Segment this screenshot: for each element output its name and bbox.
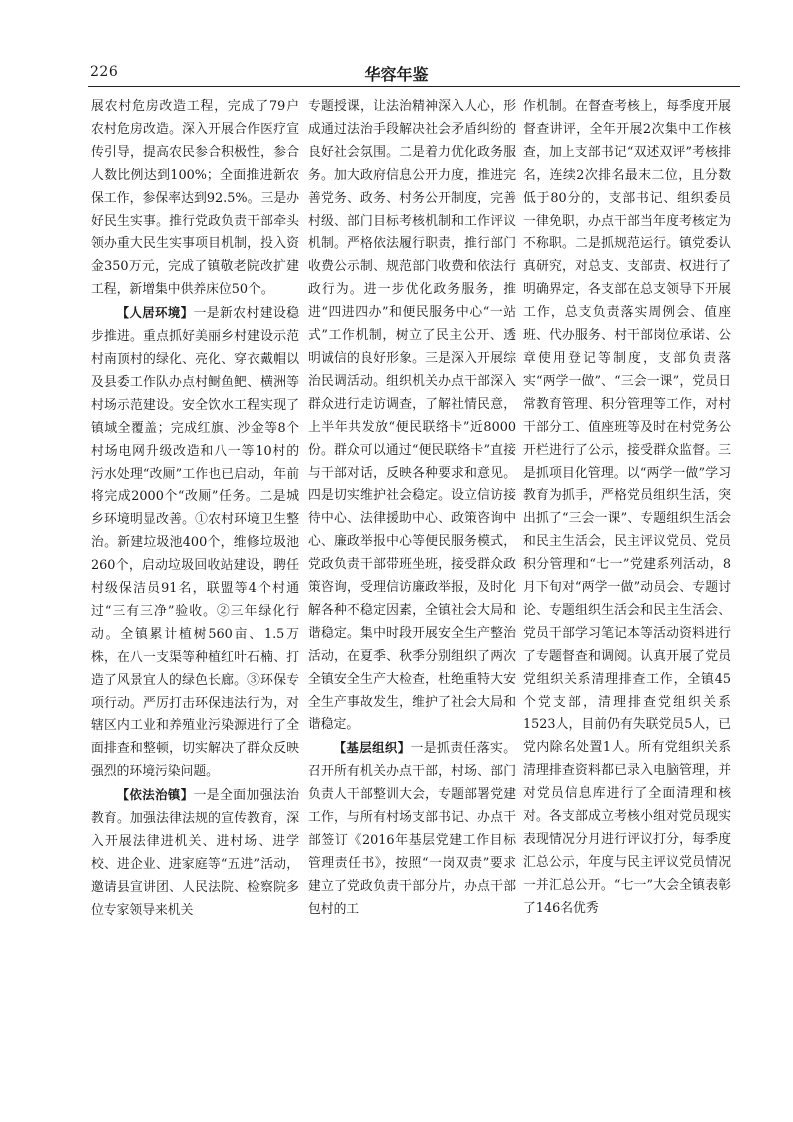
header-divider: [88, 86, 740, 87]
paragraph: [308, 96, 516, 737]
paragraph: [91, 784, 299, 922]
text-column-1: [91, 96, 299, 923]
page-header: [0, 0, 793, 90]
section-heading-living-environment: 【人居环境】: [116, 305, 194, 321]
section-heading-rule-of-law: 【依法治镇】: [116, 787, 194, 803]
article-body: [0, 96, 793, 1106]
paragraph-text: 一是新农村建设稳步推进。重点抓好美丽乡村建设示范村南顶村的绿化、亮化、穿衣戴帽以及县委工作队办点村鲥鱼鲃、横洲等村场示范建设。安全饮水工程实现了镇域全覆盖；完成红旗、沙金等8个村场电网升级改造和八一等10村的污水处理“改厕”工作也已启动，年前将完成2000个“改厕”任务。二是城乡环境明显改善。①农村环境卫生整治。新建垃圾池400个，维修垃圾池260个，启动垃圾回收站建设，聘任村级保洁员91名，联盟等4个村通过“三有三净”验收。②三年绿化行动。全镇累计植树560亩、1.5万株，在八一支渠等种植红叶石楠、打造了风景宜人的绿色长廊。③环保专项行动。严厉打击环保违法行为，对辖区内工业和养殖业污染源进行了全面排查和整顿，切实解决了群众反映强烈的环境污染问题。: [91, 306, 299, 780]
paragraph-text: 作机制。在督查考核上，每季度开展督查讲评，全年开展2次集中工作核查，加上支部书记“双述双评”考核排名，连续2次排名最末二位，且分数低于80分的，支部书记、组织委员一律免职，办点干部当年度考核定为不称职。二是抓规范运行。镇党委认真研究，对总支、支部责、权进行了明确界定，各支部在总支领导下开展工作，总支负责落实周例会、值座班、代办服务、村干部岗位承诺、公章使用登记等制度，支部负责落实“两学一做”、“三会一课”，党员日常教育管理、积分管理等工作，对村干部分工、值座班等及时在村党务公开栏进行了公示，接受群众监督。三是抓项目化管理。以“两学一做”学习教育为抓手，严格党员组织生活，突出抓了“三会一课”、专题组织生活会和民主生活会，民主评议党员、党员积分管理和“七一”党建系列活动，8月下旬对“两学一做”动员会、专题讨论、专题组织生活会和民主生活会、党员干部学习笔记本等活动资料进行了专题督查和调阅。认真开展了党员党组织关系清理排查工作，全镇45个党支部，清理排查党组织关系1523人，目前仍有失联党员5人，已党内除名处置1人。所有党组织关系清理排查资料都已录入电脑管理，并对党员信息库进行了全面清理和核对。各支部成立考核小组对党员现实表现情况分月进行评议打分，每季度汇总公示，年度与民主评议党员情况一并汇总公开。“七一”大会全镇表彰了146名优秀: [523, 99, 731, 916]
book-title: 华容年鉴: [364, 65, 429, 84]
paragraph-text: 展农村危房改造工程，完成了79户农村危房改造。深入开展合作医疗宣传引导，提高农民参合积极性，参合人数比例达到100%；全面推进新农保工作，参保率达到92.5%。三是办好民生实事。推行党政负责干部牵头领办重大民生实事项目机制，投入资金350万元，完成了镇敬老院改扩建工程，新增集中供养床位50个。: [91, 99, 299, 298]
paragraph: [91, 302, 299, 784]
text-column-2: [308, 96, 516, 922]
paragraph: [91, 96, 299, 302]
paragraph-text: 一是全面加强法治教育。加强法律法规的宣传教育，深入开展法律进机关、进村场、进学校、进企业、进家庭等“五进”活动，邀请县宣讲团、人民法院、检察院多位专家领导来机关: [91, 788, 299, 918]
paragraph-text: 一是抓责任落实。召开所有机关办点干部，村场、部门负责人干部整训大会，专题部署党建工作，与所有村场支部书记、办点干部签订《2016年基层党建工作目标管理责任书》，按照“一岗双责”要求建立了党政负责干部分片，办点干部包村的工: [308, 741, 516, 917]
paragraph-text: 专题授课，让法治精神深入人心，形成通过法治手段解决社会矛盾纠纷的良好社会氛围。二是着力优化政务服务。加大政府信息公开力度，推进完善党务、政务、村务公开制度，完善村级、部门目标考核机制和工作评议机制。严格依法履行职责，推行部门收费公示制、规范部门收费和依法行政行为。进一步优化政务服务，推进“四进四办”和便民服务中心“一站式”工作机制，树立了民主公开、透明诚信的良好形象。三是深入开展综治民调活动。组织机关办点干部深入群众进行走访调查，了解社情民意，上半年共发放“便民联络卡”近8000份。群众可以通过“便民联络卡”直接与干部对话，反映各种要求和意见。四是切实维护社会稳定。设立信访接待中心、法律援助中心、政策咨询中心、廉政举报中心等便民服务模式，党政负责干部带班坐班，接受群众政策咨询，受理信访廉政举报，及时化解各种不稳定因素，全镇社会大局和谐稳定。集中时段开展安全生产整治活动，在夏季、秋季分别组织了两次全镇安全生产大检查，杜绝重特大安全生产事故发生，维护了社会大局和谐稳定。: [308, 99, 516, 733]
paragraph: [523, 96, 731, 921]
section-heading-grassroots-organization: 【基层组织】: [333, 740, 411, 756]
text-column-3: [523, 96, 731, 921]
page-number: 226: [90, 64, 119, 80]
paragraph: [308, 737, 516, 921]
